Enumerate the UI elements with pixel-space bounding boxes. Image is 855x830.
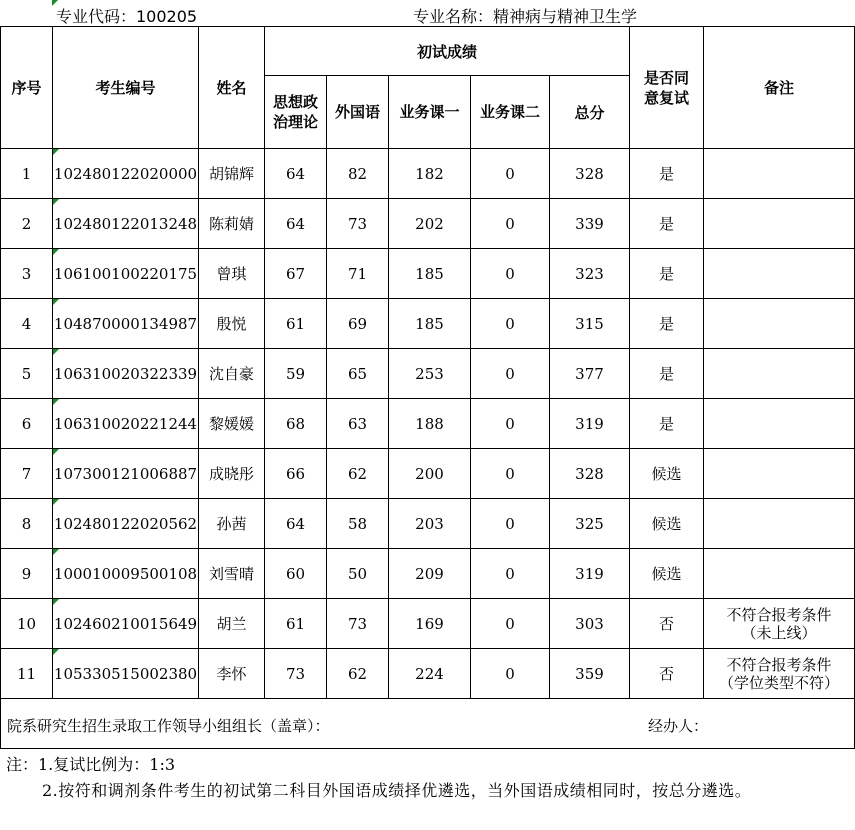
col-header-foreign: 外国语 (327, 76, 389, 149)
cell-remarks (704, 599, 855, 649)
cell-remarks (704, 349, 855, 399)
cell-seq (1, 449, 53, 499)
cell-indicator-icon (53, 399, 59, 405)
col-header-politics-text: 思想政治理论 (272, 93, 318, 131)
cell-total (550, 349, 630, 399)
cell-total-text: 303 (575, 614, 604, 633)
cell-name-text: 黎媛媛 (208, 415, 254, 433)
cell-agree (630, 199, 704, 249)
note-selection: 2.按符和调剂条件考生的初试第二科目外国语成绩择优遴选，当外国语成绩相同时，按总分遴选。 (42, 781, 752, 800)
col-header-agree (630, 27, 704, 149)
cell-course1 (389, 349, 471, 399)
cell-course2-text: 0 (505, 664, 515, 683)
cell-course1 (389, 199, 471, 249)
cell-course2-text: 0 (505, 364, 515, 383)
col-header-course2: 业务课二 (471, 76, 550, 149)
cell-name (199, 249, 265, 299)
cell-seq (1, 399, 53, 449)
cell-foreign (327, 499, 389, 549)
cell-course1-text: 203 (415, 514, 444, 533)
table-row (1, 149, 855, 199)
cell-total-text: 339 (575, 214, 604, 233)
cell-seq-text: 9 (21, 564, 32, 583)
signature-cell (1, 699, 855, 749)
cell-foreign-text: 73 (347, 614, 368, 633)
cell-examinee-id-text: 105330515002380 (53, 664, 198, 683)
leader-signature-label: 院系研究生招生录取工作领导小组组长（盖章）： (7, 717, 330, 735)
cell-politics (265, 349, 327, 399)
cell-name-text: 孙茜 (216, 515, 247, 533)
cell-remarks (704, 649, 855, 699)
cell-course2 (471, 149, 550, 199)
cell-agree (630, 249, 704, 299)
table-row (1, 299, 855, 349)
cell-name-text: 成晓彤 (208, 465, 254, 483)
cell-total-text: 359 (575, 664, 604, 683)
cell-politics (265, 199, 327, 249)
cell-name (199, 349, 265, 399)
cell-seq (1, 349, 53, 399)
cell-total-text: 325 (575, 514, 604, 533)
cell-politics (265, 149, 327, 199)
cell-politics (265, 399, 327, 449)
cell-examinee-id-text: 102480122020000 (53, 164, 198, 183)
cell-agree-text: 候选 (651, 465, 682, 483)
cell-agree-text: 候选 (651, 565, 682, 583)
cell-total (550, 149, 630, 199)
cell-remarks (704, 249, 855, 299)
cell-name (199, 399, 265, 449)
cell-seq (1, 649, 53, 699)
cell-seq (1, 499, 53, 549)
cell-course1 (389, 149, 471, 199)
table-row (1, 249, 855, 299)
cell-name-text: 陈莉婧 (208, 215, 254, 233)
header-row-1 (1, 27, 855, 76)
cell-seq (1, 249, 53, 299)
cell-examinee-id (53, 599, 199, 649)
cell-course1-text: 202 (415, 214, 444, 233)
cell-name (199, 149, 265, 199)
cell-total (550, 549, 630, 599)
cell-foreign (327, 599, 389, 649)
cell-foreign-text: 69 (347, 314, 368, 333)
cell-name-text: 沈自豪 (208, 365, 254, 383)
cell-indicator-icon (53, 599, 59, 605)
major-code: 专业代码：100205 (56, 7, 198, 26)
cell-agree-text: 否 (658, 665, 674, 683)
cell-examinee-id (53, 399, 199, 449)
remark-line-1: 不符合报考条件 (726, 605, 832, 624)
cell-total (550, 249, 630, 299)
cell-seq-text: 6 (21, 414, 32, 433)
cell-politics-text: 68 (285, 414, 306, 433)
cell-remarks (704, 549, 855, 599)
cell-seq-text: 10 (16, 614, 37, 633)
cell-agree (630, 349, 704, 399)
cell-examinee-id (53, 199, 199, 249)
cell-politics-text: 64 (285, 214, 306, 233)
cell-examinee-id (53, 299, 199, 349)
remark-line-2: （学位类型不符） (718, 673, 839, 692)
cell-course1-text: 209 (415, 564, 444, 583)
cell-examinee-id-text: 106100100220175 (53, 264, 198, 283)
cell-foreign-text: 50 (347, 564, 368, 583)
cell-course1-text: 200 (415, 464, 444, 483)
cell-name (199, 649, 265, 699)
cell-seq-text: 2 (21, 214, 32, 233)
cell-name-text: 曾琪 (216, 265, 247, 283)
cell-politics (265, 599, 327, 649)
cell-course2 (471, 599, 550, 649)
cell-indicator-icon (53, 449, 59, 455)
cell-course1-text: 185 (415, 314, 444, 333)
cell-course1-text: 182 (415, 164, 444, 183)
cell-indicator-icon (53, 349, 59, 355)
cell-seq (1, 599, 53, 649)
cell-foreign (327, 449, 389, 499)
major-name: 专业名称：精神病与精神卫生学 (413, 7, 638, 26)
cell-name (199, 299, 265, 349)
cell-indicator-icon (53, 299, 59, 305)
cell-agree-text: 否 (658, 615, 674, 633)
cell-examinee-id-text: 102480122013248 (53, 214, 198, 233)
cell-total (550, 649, 630, 699)
cell-foreign-text: 73 (347, 214, 368, 233)
cell-politics (265, 299, 327, 349)
cell-politics-text: 73 (285, 664, 306, 683)
cell-examinee-id-text: 107300121006887 (53, 464, 198, 483)
cell-politics-text: 59 (285, 364, 306, 383)
cell-agree-text: 是 (658, 365, 674, 383)
cell-agree-text: 是 (658, 265, 674, 283)
col-header-remarks: 备注 (704, 27, 855, 149)
cell-remarks (704, 499, 855, 549)
cell-seq (1, 299, 53, 349)
cell-course1-text: 188 (415, 414, 444, 433)
cell-politics (265, 499, 327, 549)
cell-total-text: 328 (575, 464, 604, 483)
cell-seq-text: 5 (21, 364, 32, 383)
cell-seq-text: 7 (21, 464, 32, 483)
cell-agree (630, 149, 704, 199)
cell-course2 (471, 299, 550, 349)
cell-examinee-id (53, 649, 199, 699)
cell-foreign-text: 63 (347, 414, 368, 433)
cell-total (550, 199, 630, 249)
cell-course2 (471, 349, 550, 399)
cell-indicator-icon (53, 149, 59, 155)
cell-foreign (327, 349, 389, 399)
handler-signature-label: 经办人： (648, 717, 709, 735)
cell-course2-text: 0 (505, 164, 515, 183)
cell-name (199, 499, 265, 549)
cell-agree-text: 候选 (651, 515, 682, 533)
cell-foreign (327, 149, 389, 199)
cell-course1 (389, 449, 471, 499)
cell-politics-text: 67 (285, 264, 306, 283)
cell-course1 (389, 499, 471, 549)
cell-total-text: 319 (575, 564, 604, 583)
cell-total (550, 449, 630, 499)
cell-name-text: 刘雪晴 (208, 565, 254, 583)
cell-foreign (327, 549, 389, 599)
cell-politics-text: 61 (285, 614, 306, 633)
cell-examinee-id-text: 106310020322339 (53, 364, 198, 383)
remark-line-1: 不符合报考条件 (726, 655, 832, 674)
cell-course1-text: 185 (415, 264, 444, 283)
cell-total-text: 377 (575, 364, 604, 383)
cell-total-text: 315 (575, 314, 604, 333)
cell-course1 (389, 549, 471, 599)
cell-seq-text: 4 (21, 314, 32, 333)
cell-agree (630, 299, 704, 349)
cell-course2-text: 0 (505, 264, 515, 283)
page-header (0, 0, 855, 26)
cell-indicator-icon (53, 199, 59, 205)
cell-seq-text: 3 (21, 264, 32, 283)
cell-remarks (704, 299, 855, 349)
cell-foreign-text: 71 (347, 264, 368, 283)
cell-politics (265, 249, 327, 299)
col-header-total: 总分 (550, 76, 630, 149)
cell-course2 (471, 449, 550, 499)
cell-course1 (389, 649, 471, 699)
cell-name-text: 李怀 (216, 665, 247, 683)
cell-examinee-id-text: 102460210015649 (53, 614, 198, 633)
table-row (1, 449, 855, 499)
cell-seq-text: 11 (16, 664, 37, 683)
cell-indicator-icon (53, 649, 59, 655)
cell-remarks (704, 199, 855, 249)
table-row (1, 399, 855, 449)
cell-course1 (389, 299, 471, 349)
cell-foreign (327, 199, 389, 249)
cell-agree (630, 449, 704, 499)
cell-course2-text: 0 (505, 214, 515, 233)
table-row (1, 649, 855, 699)
table-row (1, 499, 855, 549)
cell-course2-text: 0 (505, 614, 515, 633)
cell-total (550, 599, 630, 649)
note-ratio: 注：1.复试比例为：1:3 (6, 755, 176, 774)
cell-name-text: 殷悦 (216, 315, 247, 333)
cell-examinee-id (53, 499, 199, 549)
cell-agree (630, 649, 704, 699)
cell-foreign (327, 649, 389, 699)
cell-agree (630, 599, 704, 649)
cell-indicator-icon (53, 499, 59, 505)
cell-seq (1, 149, 53, 199)
cell-seq (1, 549, 53, 599)
col-header-id: 考生编号 (53, 27, 199, 149)
cell-name (199, 549, 265, 599)
cell-course1-text: 224 (415, 664, 444, 683)
table-row (1, 349, 855, 399)
cell-course1 (389, 249, 471, 299)
signature-row (1, 699, 855, 749)
results-table (0, 26, 855, 749)
cell-politics (265, 449, 327, 499)
cell-examinee-id (53, 249, 199, 299)
cell-agree (630, 399, 704, 449)
cell-foreign (327, 249, 389, 299)
cell-seq-text: 1 (21, 164, 32, 183)
cell-name (199, 199, 265, 249)
cell-seq-text: 8 (21, 514, 32, 533)
cell-course2-text: 0 (505, 414, 515, 433)
cell-examinee-id-text: 104870000134987 (53, 314, 198, 333)
cell-total-text: 319 (575, 414, 604, 433)
cell-course2-text: 0 (505, 464, 515, 483)
cell-foreign (327, 299, 389, 349)
cell-foreign-text: 58 (347, 514, 368, 533)
cell-foreign-text: 62 (347, 664, 368, 683)
cell-course2 (471, 499, 550, 549)
table-row (1, 199, 855, 249)
cell-agree (630, 499, 704, 549)
col-header-politics (265, 76, 327, 149)
cell-course2 (471, 399, 550, 449)
cell-name-text: 胡锦辉 (208, 165, 254, 183)
cell-course2 (471, 649, 550, 699)
cell-name-text: 胡兰 (216, 615, 247, 633)
cell-examinee-id (53, 349, 199, 399)
cell-politics (265, 649, 327, 699)
cell-politics-text: 66 (285, 464, 306, 483)
cell-remarks (704, 149, 855, 199)
cell-agree (630, 549, 704, 599)
cell-course2 (471, 199, 550, 249)
cell-course1-text: 169 (415, 614, 444, 633)
cell-total-text: 328 (575, 164, 604, 183)
col-header-course1: 业务课一 (389, 76, 471, 149)
cell-course2 (471, 249, 550, 299)
table-row (1, 599, 855, 649)
col-header-initial-scores: 初试成绩 (265, 27, 630, 76)
cell-name (199, 599, 265, 649)
cell-total (550, 499, 630, 549)
table-row (1, 549, 855, 599)
col-header-seq: 序号 (1, 27, 53, 149)
cell-agree-text: 是 (658, 315, 674, 333)
cell-foreign (327, 399, 389, 449)
remark-line-2: （未上线） (741, 623, 817, 642)
cell-politics-text: 60 (285, 564, 306, 583)
cell-politics-text: 64 (285, 514, 306, 533)
cell-remarks (704, 449, 855, 499)
cell-total-text: 323 (575, 264, 604, 283)
cell-agree-text: 是 (658, 415, 674, 433)
cell-politics-text: 61 (285, 314, 306, 333)
cell-course1-text: 253 (415, 364, 444, 383)
cell-foreign-text: 82 (347, 164, 368, 183)
cell-course1 (389, 599, 471, 649)
cell-indicator-icon (53, 249, 59, 255)
cell-remarks (704, 399, 855, 449)
cell-examinee-id-text: 102480122020562 (53, 514, 198, 533)
cell-course2-text: 0 (505, 314, 515, 333)
cell-indicator-icon (53, 549, 59, 555)
cell-course1 (389, 399, 471, 449)
cell-examinee-id (53, 549, 199, 599)
cell-total (550, 299, 630, 349)
cell-total (550, 399, 630, 449)
cell-agree-text: 是 (658, 215, 674, 233)
cell-examinee-id (53, 149, 199, 199)
cell-examinee-id (53, 449, 199, 499)
col-header-name: 姓名 (199, 27, 265, 149)
cell-foreign-text: 65 (347, 364, 368, 383)
cell-examinee-id-text: 106310020221244 (53, 414, 198, 433)
cell-agree-text: 是 (658, 165, 674, 183)
cell-course2-text: 0 (505, 564, 515, 583)
cell-name (199, 449, 265, 499)
cell-course2-text: 0 (505, 514, 515, 533)
cell-examinee-id-text: 100010009500108 (53, 564, 198, 583)
cell-course2 (471, 549, 550, 599)
cell-foreign-text: 62 (347, 464, 368, 483)
col-header-agree-text: 是否同意复试 (643, 68, 689, 107)
cell-politics-text: 64 (285, 164, 306, 183)
cell-seq (1, 199, 53, 249)
cell-politics (265, 549, 327, 599)
